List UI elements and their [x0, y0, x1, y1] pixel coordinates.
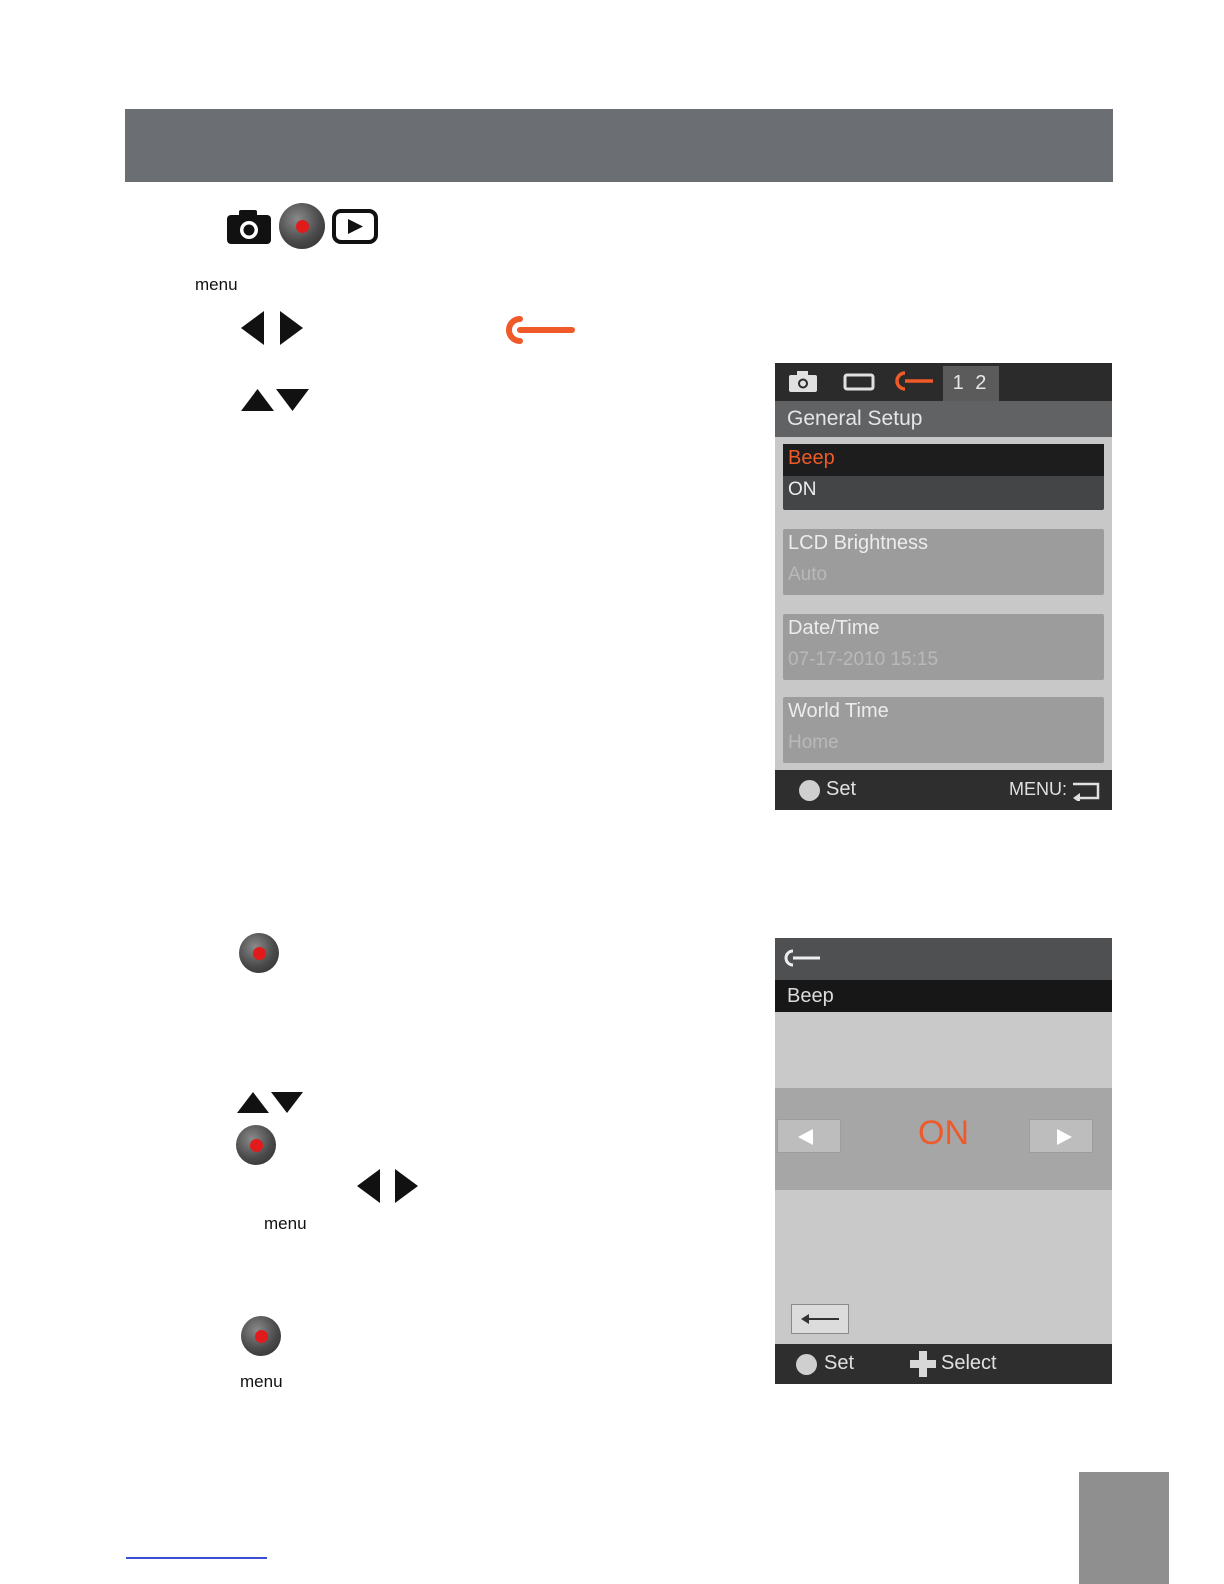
set-button-icon — [796, 1354, 817, 1375]
ok-button-icon — [236, 1125, 276, 1165]
dpad-icon — [909, 1351, 937, 1377]
menu-key-label: menu — [195, 275, 238, 294]
setting-value: Home — [788, 732, 839, 753]
setting-label: World Time — [788, 700, 889, 722]
wrench-icon — [505, 315, 575, 345]
up-down-arrows-icon — [236, 1091, 304, 1114]
header-bar — [125, 109, 1113, 182]
menu-key-label: menu — [264, 1214, 307, 1233]
return-icon — [1071, 781, 1101, 801]
screen-footer — [775, 1344, 1112, 1384]
footer-set-label: Set — [826, 778, 857, 800]
wrench-icon — [784, 948, 824, 970]
screen-title: Beep — [775, 980, 1112, 1012]
left-right-arrows-icon — [356, 1169, 419, 1203]
footer-menu-label: MENU: — [1009, 779, 1067, 799]
setting-label: LCD Brightness — [788, 532, 929, 554]
footer-select-label: Select — [941, 1352, 997, 1374]
setting-value: Auto — [788, 564, 828, 585]
setting-item-date-time[interactable] — [783, 614, 1104, 680]
setting-item-world-time[interactable] — [783, 697, 1104, 763]
page-number-tabs[interactable]: 1 2 — [943, 366, 999, 401]
ok-button-icon — [239, 933, 279, 973]
general-setup-screen — [775, 363, 1112, 810]
back-arrow-icon — [800, 1313, 840, 1325]
link-underline — [126, 1557, 267, 1559]
video-tab-icon[interactable] — [843, 373, 875, 391]
up-down-arrows-icon — [240, 388, 310, 412]
back-button[interactable] — [791, 1304, 849, 1334]
left-arrow-icon — [796, 1128, 816, 1146]
setting-label: Beep — [788, 447, 835, 469]
left-right-arrows-icon — [240, 311, 304, 345]
left-arrow-button[interactable] — [777, 1119, 841, 1153]
play-icon — [332, 209, 378, 244]
screen-footer — [775, 770, 1112, 810]
setup-tab-icon[interactable] — [895, 370, 935, 392]
screen-tab-bar — [775, 363, 1112, 401]
screen-top-bar — [775, 938, 1112, 980]
setting-item-beep[interactable] — [783, 444, 1104, 510]
setting-item-lcd-brightness[interactable] — [783, 529, 1104, 595]
set-button-icon — [799, 780, 820, 801]
right-arrow-icon — [1054, 1128, 1074, 1146]
camera-tab-icon[interactable] — [788, 371, 818, 393]
setting-label: Date/Time — [788, 617, 880, 639]
ok-button-icon — [241, 1316, 281, 1356]
menu-key-label: menu — [240, 1372, 283, 1391]
right-arrow-button[interactable] — [1029, 1119, 1093, 1153]
page-number-box — [1079, 1472, 1169, 1584]
setting-value: 07-17-2010 15:15 — [788, 649, 939, 670]
camera-icon — [226, 209, 272, 245]
beep-setting-screen — [775, 938, 1112, 1384]
screen-title: General Setup — [775, 401, 1112, 437]
setting-value: ON — [788, 479, 817, 500]
footer-set-label: Set — [824, 1352, 855, 1374]
record-button-icon — [279, 203, 325, 249]
beep-value: ON — [918, 1114, 969, 1152]
